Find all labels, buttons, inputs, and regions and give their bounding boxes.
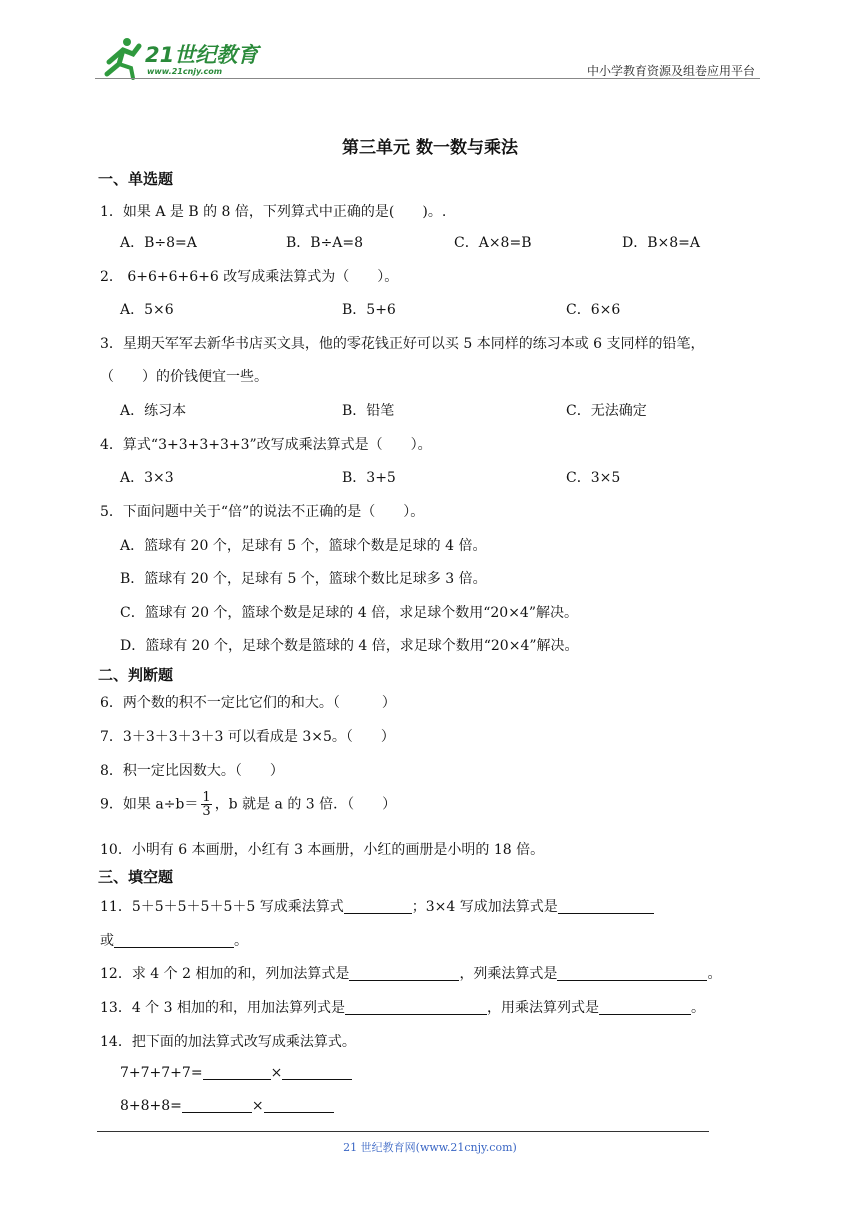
- question-11-text-b: ；3×4 写成加法算式是: [411, 899, 558, 915]
- footer-divider: [97, 1131, 709, 1132]
- question-2-stem: 2． 6+6+6+6+6 改写成乘法算式为（ ）。: [100, 269, 399, 285]
- question-11-text-c: 或: [100, 933, 114, 949]
- footer-link[interactable]: 21 世纪教育网(www.21cnjy.com): [343, 1141, 517, 1154]
- header-platform-text: 中小学教育资源及组卷应用平台: [586, 64, 755, 78]
- question-4-option-a: A．3×3: [120, 470, 174, 486]
- question-6: 6．两个数的积不一定比它们的和大。（ ）: [100, 695, 396, 711]
- question-14-stem: 14．把下面的加法算式改写成乘法算式。: [100, 1034, 356, 1050]
- question-14-line1: [120, 1065, 352, 1081]
- question-5-option-b: B．篮球有 20 个，足球有 5 个，篮球个数比足球多 3 倍。: [120, 571, 487, 587]
- question-3-option-b: B．铅笔: [342, 403, 395, 419]
- question-2-option-b: B．5+6: [342, 302, 396, 318]
- question-1-option-c: C．A×8=B: [454, 235, 532, 251]
- fraction-denominator: 3: [202, 804, 211, 819]
- question-3-option-a: A．练习本: [120, 403, 187, 419]
- section-heading-fill-blank: 三、填空题: [98, 868, 174, 886]
- question-11-line2: [100, 930, 248, 950]
- answer-blank[interactable]: [114, 933, 234, 948]
- page-title: 第三单元 数一数与乘法: [342, 138, 518, 158]
- answer-blank[interactable]: [282, 1065, 352, 1080]
- question-5-option-c: C．篮球有 20 个，篮球个数是足球的 4 倍，求足球个数用“20×4”解决。: [120, 605, 578, 621]
- question-4-option-b: B．3+5: [342, 470, 396, 486]
- question-2-option-a: A．5×6: [120, 302, 174, 318]
- question-12-text-b: ，列乘法算式是: [459, 966, 558, 982]
- answer-blank[interactable]: [558, 899, 654, 914]
- question-4-stem: 4．算式“3+3+3+3+3”改写成乘法算式是（ ）。: [100, 437, 432, 453]
- question-13-text-c: 。: [690, 1000, 705, 1016]
- question-11-text-a: 11．5＋5＋5＋5＋5＋5 写成乘法算式: [100, 899, 344, 915]
- answer-blank[interactable]: [349, 966, 459, 981]
- question-1-option-b: B．B÷A=8: [286, 235, 364, 251]
- logo-text: 21世纪教育: [145, 43, 259, 67]
- fraction-one-third: [201, 791, 211, 818]
- question-2-option-c: C．6×6: [566, 302, 621, 318]
- question-13-text-a: 13．4 个 3 相加的和，用加法算列式是: [100, 1000, 345, 1016]
- site-logo: [95, 34, 265, 80]
- logo-url: www.21cnjy.com: [147, 67, 223, 76]
- question-9-post: ，b 就是 a 的 3 倍．（ ）: [214, 796, 397, 813]
- times-sign: ×: [270, 1065, 283, 1081]
- question-1-option-a: A．B÷8=A: [120, 235, 197, 251]
- question-1-stem: 1．如果 A 是 B 的 8 倍，下列算式中正确的是( )。.: [100, 204, 447, 220]
- times-sign: ×: [251, 1098, 264, 1114]
- question-11-text-d: 。: [234, 933, 248, 949]
- question-9-pre: 9．如果 a÷b＝: [100, 796, 199, 813]
- question-5-stem: 5．下面问题中关于“倍”的说法不正确的是（ ）。: [100, 504, 425, 520]
- question-14-expr-1: 7+7+7+7=: [120, 1065, 203, 1081]
- question-3-stem-line2: （ ）的价钱便宜一些。: [100, 369, 268, 385]
- question-3-stem-line1: 3．星期天军军去新华书店买文具，他的零花钱正好可以买 5 本同样的练习本或 6 支同样的铅笔，: [100, 336, 705, 352]
- question-12: [100, 963, 721, 983]
- question-1-option-d: D．B×8=A: [622, 235, 700, 251]
- question-10: 10．小明有 6 本画册，小红有 3 本画册，小红的画册是小明的 18 倍。: [100, 842, 545, 858]
- answer-blank[interactable]: [557, 966, 707, 981]
- question-7: 7．3＋3＋3＋3＋3 可以看成是 3×5。（ ）: [100, 729, 395, 745]
- question-8: 8．积一定比因数大。（ ）: [100, 763, 284, 779]
- answer-blank[interactable]: [264, 1098, 334, 1113]
- question-5-option-a: A．篮球有 20 个，足球有 5 个，篮球个数是足球的 4 倍。: [120, 538, 487, 554]
- answer-blank[interactable]: [599, 1000, 691, 1015]
- question-12-text-a: 12．求 4 个 2 相加的和，列加法算式是: [100, 966, 350, 982]
- question-3-option-c: C．无法确定: [566, 403, 647, 419]
- question-12-text-c: 。: [707, 966, 722, 982]
- question-5-option-d: D．篮球有 20 个，足球个数是篮球的 4 倍，求足球个数用“20×4”解决。: [120, 638, 579, 654]
- answer-blank[interactable]: [344, 899, 412, 914]
- question-13-text-b: ，用乘法算列式是: [486, 1000, 599, 1016]
- question-11-line1: [100, 896, 654, 916]
- header-divider: [95, 78, 760, 79]
- question-14-line2: [120, 1098, 334, 1114]
- section-heading-single-choice: 一、单选题: [98, 170, 174, 188]
- answer-blank[interactable]: [182, 1098, 252, 1113]
- fraction-numerator: 1: [202, 790, 211, 805]
- section-heading-true-false: 二、判断题: [98, 666, 174, 684]
- question-4-option-c: C．3×5: [566, 470, 621, 486]
- answer-blank[interactable]: [203, 1065, 271, 1080]
- question-14-expr-2: 8+8+8=: [120, 1098, 182, 1114]
- question-13: [100, 997, 705, 1017]
- question-9: [100, 791, 396, 818]
- answer-blank[interactable]: [345, 1000, 487, 1015]
